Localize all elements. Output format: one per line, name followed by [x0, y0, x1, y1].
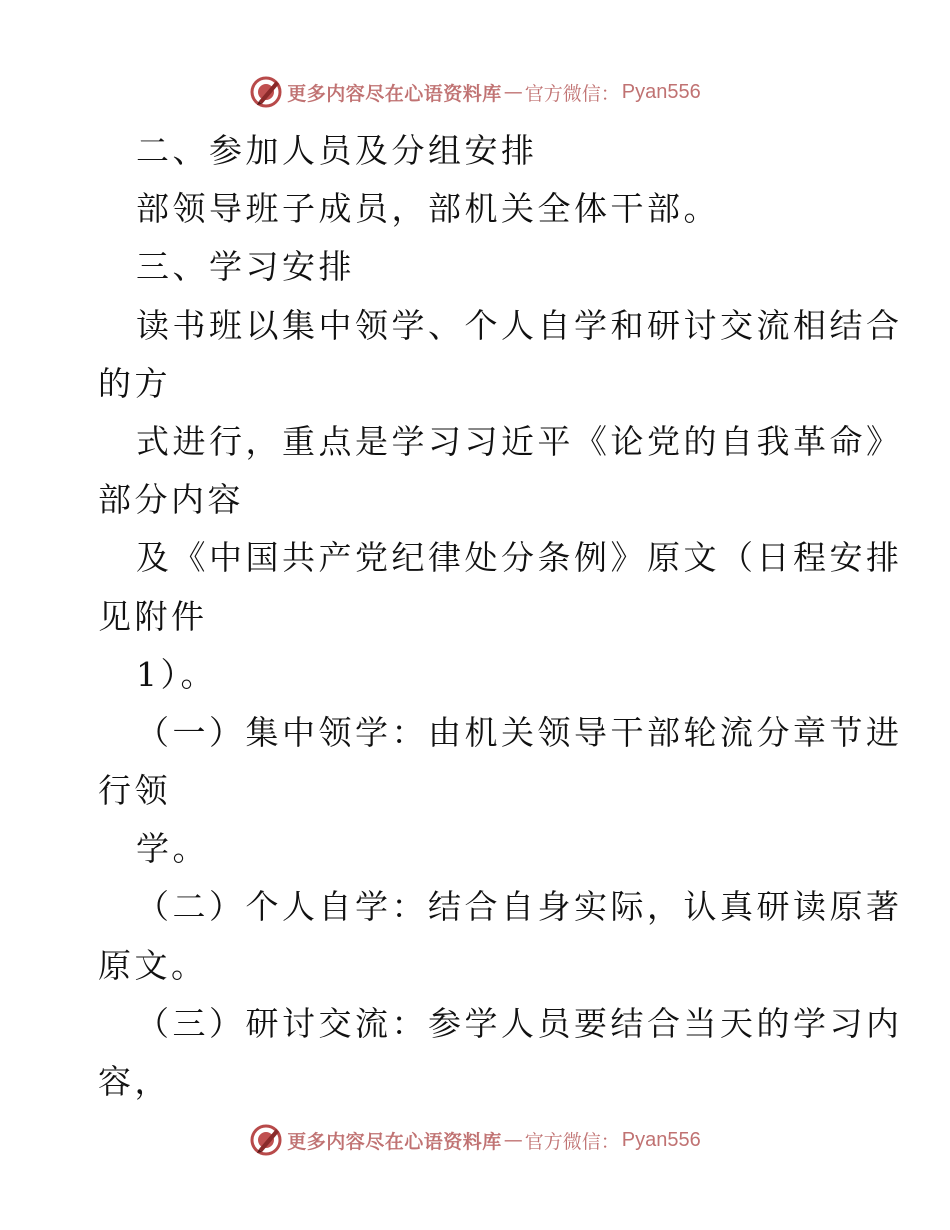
watermark-wechat-label: 官方微信：: [524, 1130, 620, 1153]
header-watermark: [0, 72, 950, 112]
text-line: 部分内容: [98, 480, 244, 520]
watermark-text: 更多内容尽在心语资料库: [287, 1130, 502, 1153]
text-line: 式进行，重点是学习习近平《论党的自我革命》: [136, 421, 903, 461]
watermark-wechat-id: Pyan556: [621, 1128, 701, 1151]
text-line: 学。: [136, 829, 209, 869]
text-line: 部领导班子成员，部机关全体干部。: [136, 189, 720, 229]
text-line: （一）集中领学：由机关领导干部轮流分章节进: [136, 712, 903, 752]
watermark-wechat-id: Pyan556: [621, 80, 701, 103]
watermark-wechat-label: 官方微信：: [524, 82, 620, 105]
text-line: （三）研讨交流：参学人员要结合当天的学习内: [136, 1003, 903, 1043]
document-body: [98, 122, 903, 1111]
text-line: 行领: [98, 771, 171, 811]
pen-logo-icon: [249, 75, 283, 109]
text-line: 二、参加人员及分组安排: [136, 131, 538, 170]
text-line: 见附件: [98, 596, 208, 636]
watermark-dash: —: [503, 81, 523, 103]
watermark-dash: —: [503, 1129, 523, 1151]
text-line: 的方: [98, 363, 171, 403]
text-line: 读书班以集中领学、个人自学和研讨交流相结合: [136, 305, 903, 345]
watermark-text: 更多内容尽在心语资料库: [287, 82, 502, 105]
pen-logo-icon: [249, 1123, 283, 1157]
footer-watermark: [0, 1120, 950, 1160]
text-line: （二）个人自学：结合自身实际，认真研读原著: [136, 887, 903, 927]
text-line: 1）。: [136, 654, 217, 694]
text-line: 原文。: [98, 945, 208, 985]
text-line: 及《中国共产党纪律处分条例》原文（日程安排: [136, 538, 903, 578]
text-line: 容，: [98, 1062, 171, 1101]
text-line: 三、学习安排: [136, 247, 355, 287]
